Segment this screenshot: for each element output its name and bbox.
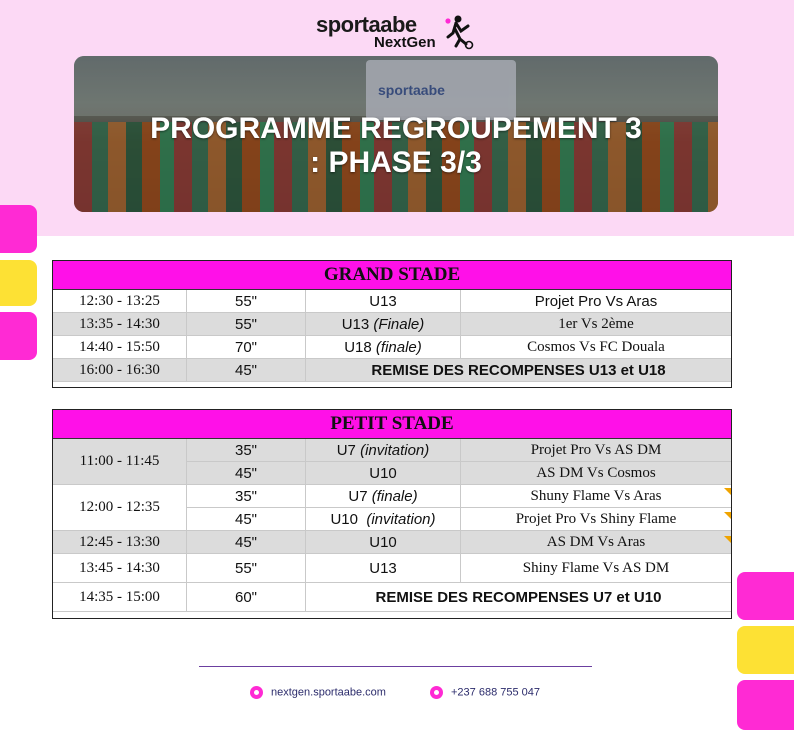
category-label: U13 bbox=[369, 292, 397, 310]
ceremony-cell: REMISE DES RECOMPENSES U7 et U10 bbox=[306, 583, 732, 612]
phone-number[interactable]: +237 688 755 047 bbox=[451, 686, 541, 699]
phone-icon bbox=[430, 686, 443, 699]
duration-cell: 60" bbox=[187, 583, 306, 612]
match-cell: Projet Pro Vs Shiny Flame bbox=[461, 508, 732, 531]
phone-contact[interactable] bbox=[430, 686, 540, 699]
match-cell: Projet Pro Vs Aras bbox=[461, 290, 732, 313]
category-label: U7 bbox=[348, 487, 368, 505]
table-header-row bbox=[53, 261, 732, 290]
table-row bbox=[53, 290, 732, 313]
match-cell: 1er Vs 2ème bbox=[461, 313, 732, 336]
footer-divider bbox=[199, 666, 592, 667]
comment-marker bbox=[724, 536, 731, 543]
table-row bbox=[53, 439, 732, 462]
time-cell: 13:45 - 14:30 bbox=[53, 554, 187, 583]
category-label: U13 bbox=[369, 559, 397, 577]
sportaabe-logo bbox=[316, 12, 486, 54]
duration-cell: 55" bbox=[187, 313, 306, 336]
duration-cell: 55" bbox=[187, 554, 306, 583]
time-cell: 14:35 - 15:00 bbox=[53, 583, 187, 612]
category-label: U13 bbox=[341, 315, 370, 333]
banner-title-line-1: PROGRAMME REGROUPEMENT 3 bbox=[150, 112, 642, 145]
table-row bbox=[53, 554, 732, 583]
match-cell: Cosmos Vs FC Douala bbox=[461, 336, 732, 359]
grand-stade-title: GRAND STADE bbox=[53, 261, 732, 290]
petit-stade-title: PETIT STADE bbox=[53, 410, 732, 439]
category-note: (invitation) bbox=[366, 510, 436, 528]
globe-icon bbox=[250, 686, 263, 699]
table-row bbox=[53, 485, 732, 508]
duration-cell: 35" bbox=[187, 439, 306, 462]
soccer-player-icon bbox=[444, 14, 474, 50]
time-cell: 14:40 - 15:50 bbox=[53, 336, 187, 359]
time-cell: 12:00 - 12:35 bbox=[53, 485, 187, 531]
match-cell: Shiny Flame Vs AS DM bbox=[461, 554, 732, 583]
match-cell: Projet Pro Vs AS DM bbox=[461, 439, 732, 462]
match-cell: AS DM Vs Aras bbox=[461, 531, 732, 554]
category-cell bbox=[306, 462, 461, 485]
time-cell: 13:35 - 14:30 bbox=[53, 313, 187, 336]
category-note: (Finale) bbox=[373, 315, 425, 333]
comment-marker bbox=[724, 488, 731, 495]
deco-block-magenta-right-1 bbox=[737, 572, 794, 620]
table-row bbox=[53, 583, 732, 612]
grand-stade-table bbox=[52, 260, 732, 382]
category-label: U10 bbox=[369, 533, 397, 551]
ceremony-cell: REMISE DES RECOMPENSES U13 et U18 bbox=[306, 359, 732, 382]
category-note: (finale) bbox=[375, 338, 422, 356]
category-cell bbox=[306, 336, 461, 359]
website-link[interactable]: nextgen.sportaabe.com bbox=[271, 686, 386, 699]
deco-block-magenta-left-2 bbox=[0, 312, 37, 360]
duration-cell: 55" bbox=[187, 290, 306, 313]
category-cell bbox=[306, 485, 461, 508]
banner-sign: sportaabe bbox=[366, 60, 516, 120]
duration-cell: 45" bbox=[187, 531, 306, 554]
category-label: U7 bbox=[336, 441, 356, 459]
duration-cell: 70" bbox=[187, 336, 306, 359]
table-header-row bbox=[53, 410, 732, 439]
time-cell: 12:45 - 13:30 bbox=[53, 531, 187, 554]
table-row bbox=[53, 359, 732, 382]
duration-cell: 45" bbox=[187, 359, 306, 382]
match-cell: Shuny Flame Vs Aras bbox=[461, 485, 732, 508]
deco-block-magenta-left-1 bbox=[0, 205, 37, 253]
banner-photo bbox=[74, 56, 718, 212]
duration-cell: 45" bbox=[187, 508, 306, 531]
category-cell bbox=[306, 508, 461, 531]
deco-block-yellow-right bbox=[737, 626, 794, 674]
comment-marker bbox=[724, 512, 731, 519]
deco-block-yellow-left bbox=[0, 260, 37, 306]
banner-title bbox=[74, 112, 718, 180]
deco-block-magenta-right-2 bbox=[737, 680, 794, 730]
category-label: U10 bbox=[369, 464, 397, 482]
category-cell bbox=[306, 290, 461, 313]
duration-cell: 45" bbox=[187, 462, 306, 485]
table-row bbox=[53, 336, 732, 359]
petit-stade-table bbox=[52, 409, 732, 612]
category-label: U10 bbox=[330, 510, 358, 528]
time-cell: 11:00 - 11:45 bbox=[53, 439, 187, 485]
time-cell: 12:30 - 13:25 bbox=[53, 290, 187, 313]
table-row bbox=[53, 313, 732, 336]
category-note: (invitation) bbox=[360, 441, 430, 459]
match-cell: AS DM Vs Cosmos bbox=[461, 462, 732, 485]
logo-subtitle: NextGen bbox=[374, 34, 436, 51]
category-note: (finale) bbox=[371, 487, 418, 505]
category-cell bbox=[306, 313, 461, 336]
category-cell bbox=[306, 439, 461, 462]
category-label: U18 bbox=[344, 338, 372, 356]
duration-cell: 35" bbox=[187, 485, 306, 508]
logo-brand: sportaabe bbox=[316, 12, 417, 37]
category-cell bbox=[306, 531, 461, 554]
category-cell bbox=[306, 554, 461, 583]
website-contact[interactable] bbox=[250, 686, 386, 699]
table-row bbox=[53, 531, 732, 554]
time-cell: 16:00 - 16:30 bbox=[53, 359, 187, 382]
banner-title-line-2: : PHASE 3/3 bbox=[310, 146, 482, 179]
